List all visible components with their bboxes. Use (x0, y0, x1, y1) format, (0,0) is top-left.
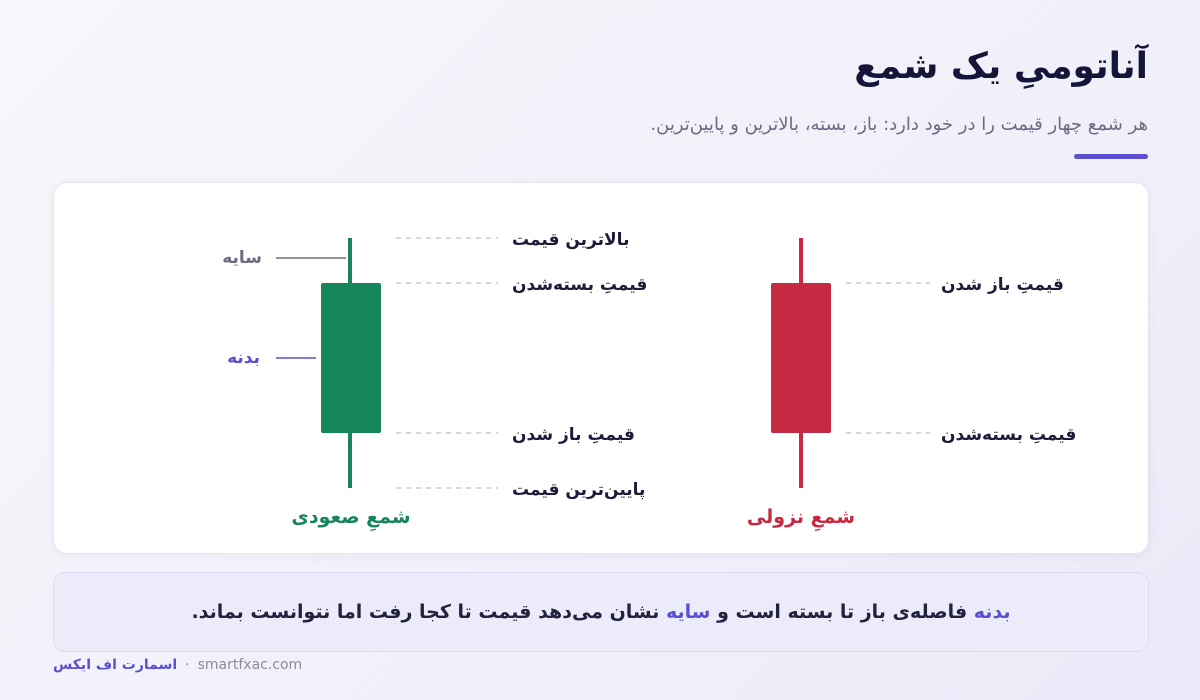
bearish-caption: شمعِ نزولی (746, 506, 856, 528)
note-highlight-body: بدنه (973, 601, 1011, 623)
note-part-2: نشان می‌دهد قیمت تا کجا رفت اما نتوانست بماند. (191, 601, 667, 623)
label-body: بدنه (227, 348, 260, 368)
label-close-bear: قیمتِ بسته‌شدن (941, 425, 1077, 445)
page-subtitle: هر شمع چهار قیمت را در خود دارد: باز، بسته، بالاترین و پایین‌ترین. (650, 114, 1148, 135)
bullish-body (321, 283, 381, 433)
label-high: بالاترین قیمت (512, 230, 630, 250)
footer-separator: · (185, 657, 190, 673)
label-low: پایین‌ترین قیمت (512, 480, 646, 500)
label-open-bear: قیمتِ باز شدن (941, 275, 1064, 295)
bearish-body (771, 283, 831, 433)
title-accent-bar (1074, 154, 1148, 159)
summary-text (191, 601, 1010, 623)
candle-diagram-card (53, 182, 1149, 554)
footer-brand: اسمارت اف ایکس (53, 657, 178, 673)
page-title: آناتومیِ یک شمع (854, 46, 1148, 87)
footer (53, 657, 302, 673)
label-shadow: سایه (222, 248, 262, 268)
bullish-caption: شمعِ صعودی (291, 506, 411, 528)
note-part-1: فاصله‌ی باز تا بسته است و (710, 601, 974, 623)
candle-diagram (54, 183, 1148, 553)
label-open-bull: قیمتِ باز شدن (512, 425, 635, 445)
footer-site-link[interactable]: smartfxac.com (197, 657, 303, 673)
summary-note (53, 572, 1149, 652)
label-close-bull: قیمتِ بسته‌شدن (512, 275, 648, 295)
note-highlight-shadow: سایه (666, 601, 711, 623)
